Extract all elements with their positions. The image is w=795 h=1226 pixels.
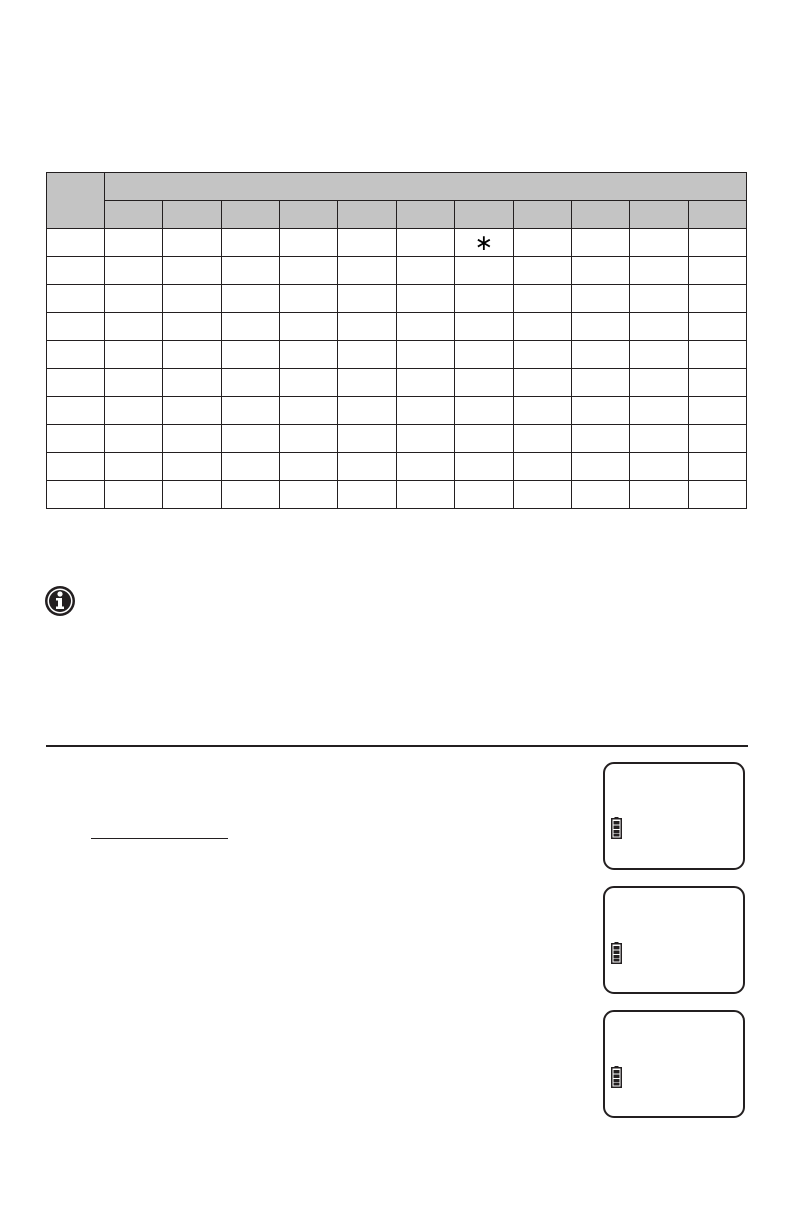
table-cell	[280, 481, 338, 509]
table-cell	[630, 257, 688, 285]
table-cell	[571, 257, 629, 285]
table-cell	[455, 341, 513, 369]
table-cell	[571, 285, 629, 313]
table-group-header-cell	[105, 173, 747, 201]
table-row	[47, 285, 747, 313]
table-cell	[571, 481, 629, 509]
table-subheader-cell	[396, 201, 454, 229]
table-row	[47, 341, 747, 369]
table-cell	[513, 313, 571, 341]
table-cell	[688, 257, 746, 285]
table-cell	[163, 229, 221, 257]
table-cell	[455, 397, 513, 425]
table-cell	[396, 229, 454, 257]
table-cell	[396, 425, 454, 453]
table-cell	[280, 257, 338, 285]
table-cell	[338, 397, 396, 425]
table-row-label-cell	[47, 369, 105, 397]
table-cell	[455, 229, 513, 257]
table-cell	[455, 369, 513, 397]
table-cell	[280, 425, 338, 453]
table-subheader-cell	[280, 201, 338, 229]
table-header-row	[47, 173, 747, 201]
battery-icon	[611, 817, 622, 839]
table-cell	[688, 313, 746, 341]
table-cell	[105, 285, 163, 313]
table-cell	[105, 257, 163, 285]
table-cell	[163, 285, 221, 313]
table-row	[47, 229, 747, 257]
table-subheader-row	[47, 201, 747, 229]
table-cell	[571, 229, 629, 257]
table-cell	[221, 425, 279, 453]
table-cell	[688, 453, 746, 481]
table-subheader-cell	[221, 201, 279, 229]
table-row-label-cell	[47, 285, 105, 313]
table-cell	[571, 369, 629, 397]
table-cell	[630, 481, 688, 509]
table-cell	[513, 369, 571, 397]
table-row-label-cell	[47, 257, 105, 285]
table-cell	[338, 369, 396, 397]
table-cell	[630, 425, 688, 453]
table-cell	[688, 369, 746, 397]
table-cell	[396, 313, 454, 341]
table-cell	[630, 369, 688, 397]
table-cell	[280, 341, 338, 369]
table-cell	[571, 453, 629, 481]
table-cell	[630, 397, 688, 425]
table-cell	[221, 453, 279, 481]
table-cell	[630, 313, 688, 341]
table-cell	[396, 285, 454, 313]
table-cell	[455, 285, 513, 313]
battery-icon	[611, 1066, 622, 1088]
handset-screen-1	[603, 762, 745, 870]
table-cell	[221, 229, 279, 257]
table-subheader-cell	[688, 201, 746, 229]
table-cell	[163, 481, 221, 509]
table-cell	[571, 341, 629, 369]
table-cell	[105, 341, 163, 369]
table-row	[47, 397, 747, 425]
table-cell	[630, 453, 688, 481]
table-subheader-cell	[105, 201, 163, 229]
table-cell	[105, 369, 163, 397]
table-cell	[221, 257, 279, 285]
table-cell	[338, 453, 396, 481]
table-cell	[280, 313, 338, 341]
table-row-label-cell	[47, 313, 105, 341]
table-cell	[105, 397, 163, 425]
table-cell	[688, 285, 746, 313]
table-row-label-cell	[47, 481, 105, 509]
table-cell	[571, 397, 629, 425]
table-cell	[630, 285, 688, 313]
character-table	[46, 172, 747, 509]
table-row-label-cell	[47, 229, 105, 257]
table-cell	[280, 397, 338, 425]
table-cell	[280, 285, 338, 313]
table-subheader-cell	[455, 201, 513, 229]
table-cell	[396, 453, 454, 481]
table-cell	[688, 229, 746, 257]
table-cell	[455, 453, 513, 481]
table-cell	[163, 369, 221, 397]
table-cell	[396, 341, 454, 369]
table-row-label-cell	[47, 453, 105, 481]
table-cell	[513, 285, 571, 313]
table-cell	[163, 341, 221, 369]
table-row-label-cell	[47, 341, 105, 369]
table-cell	[630, 341, 688, 369]
table-cell	[455, 257, 513, 285]
table-cell	[455, 425, 513, 453]
table-cell	[163, 257, 221, 285]
table-row	[47, 425, 747, 453]
section-divider	[46, 745, 748, 747]
underline-blank	[91, 838, 228, 839]
table-cell	[105, 313, 163, 341]
table-cell	[221, 481, 279, 509]
table-cell	[455, 481, 513, 509]
table-cell	[338, 425, 396, 453]
table-cell	[513, 229, 571, 257]
table-cell	[513, 425, 571, 453]
table-cell	[455, 313, 513, 341]
table-cell	[105, 229, 163, 257]
table-cell	[163, 453, 221, 481]
table-cell	[221, 369, 279, 397]
table-cell	[221, 285, 279, 313]
table-cell	[221, 313, 279, 341]
table-cell	[513, 481, 571, 509]
table-cell	[396, 481, 454, 509]
table-subheader-cell	[513, 201, 571, 229]
table-cell	[105, 481, 163, 509]
battery-icon	[611, 942, 622, 964]
table-row	[47, 453, 747, 481]
table-cell	[513, 453, 571, 481]
table-row	[47, 313, 747, 341]
table-cell	[105, 453, 163, 481]
table-cell	[571, 425, 629, 453]
table-cell	[513, 397, 571, 425]
table-cell	[163, 425, 221, 453]
table-cell	[688, 481, 746, 509]
table-cell	[338, 341, 396, 369]
info-icon	[44, 585, 76, 617]
table-cell	[280, 453, 338, 481]
table-row	[47, 257, 747, 285]
table-subheader-cell	[163, 201, 221, 229]
asterisk-symbol: ∗	[474, 229, 494, 255]
table-cell	[396, 257, 454, 285]
table-cell	[688, 341, 746, 369]
table-cell	[105, 425, 163, 453]
table-cell	[571, 313, 629, 341]
table-cell	[688, 425, 746, 453]
table-cell	[221, 341, 279, 369]
table-cell	[688, 397, 746, 425]
table-cell	[630, 229, 688, 257]
table-row	[47, 369, 747, 397]
handset-screen-2	[603, 886, 745, 994]
table-cell	[396, 369, 454, 397]
table-subheader-cell	[630, 201, 688, 229]
table-subheader-cell	[338, 201, 396, 229]
table-cell	[513, 257, 571, 285]
table-row-label-cell	[47, 425, 105, 453]
table-cell	[163, 313, 221, 341]
table-cell	[338, 229, 396, 257]
table-cell	[280, 229, 338, 257]
table-cell	[338, 313, 396, 341]
table-cell	[338, 481, 396, 509]
handset-screen-3	[603, 1010, 745, 1118]
table-corner-cell	[47, 173, 105, 229]
table-subheader-cell	[571, 201, 629, 229]
table-row-label-cell	[47, 397, 105, 425]
table-cell	[513, 341, 571, 369]
table-cell	[338, 257, 396, 285]
table-cell	[163, 397, 221, 425]
table-cell	[396, 397, 454, 425]
table-cell	[280, 369, 338, 397]
table-cell	[221, 397, 279, 425]
table-cell	[338, 285, 396, 313]
table-row	[47, 481, 747, 509]
